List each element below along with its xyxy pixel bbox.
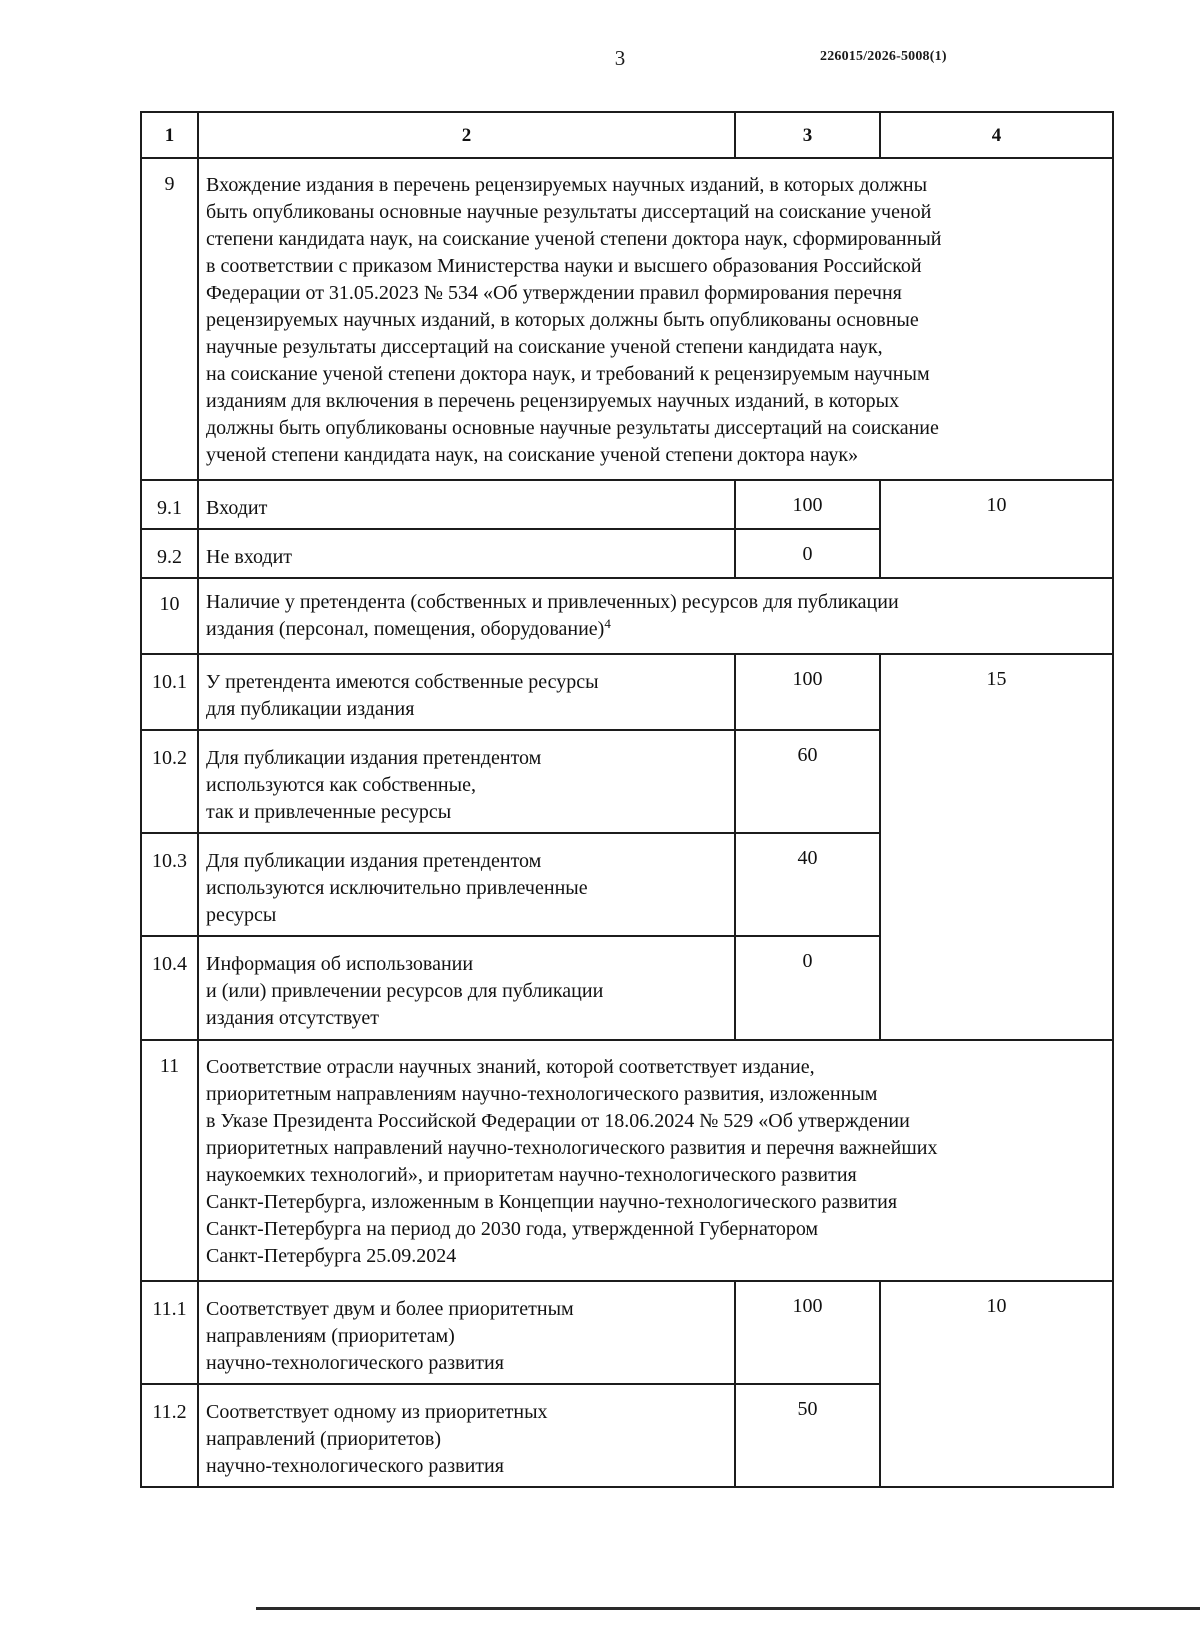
points-value: 60 bbox=[735, 730, 880, 833]
text-line: используются как собственные, bbox=[206, 774, 476, 796]
row-number: 9.2 bbox=[141, 529, 198, 578]
text-line: наукоемких технологий», и приоритетам научно-технологического развития bbox=[206, 1164, 857, 1186]
column-header-3: 3 bbox=[735, 112, 880, 158]
row-number: 10.3 bbox=[141, 833, 198, 936]
text-line: Федерации от 31.05.2023 № 534 «Об утверждении правил формирования перечня bbox=[206, 282, 902, 304]
text-line: должны быть опубликованы основные научные результаты диссертаций на соискание bbox=[206, 417, 939, 439]
text-line: на соискание ученой степени доктора наук, и требований к рецензируемым научным bbox=[206, 363, 930, 385]
criteria-table bbox=[140, 111, 1114, 1488]
option-text bbox=[198, 1281, 735, 1384]
text-line: в соответствии с приказом Министерства науки и высшего образования Российской bbox=[206, 255, 922, 277]
text-line: изданиям для включения в перечень рецензируемых научных изданий, в которых bbox=[206, 390, 900, 412]
text-line bbox=[206, 616, 1104, 643]
points-value: 40 bbox=[735, 833, 880, 936]
text-line: быть опубликованы основные научные результаты диссертаций на соискание ученой bbox=[206, 201, 932, 223]
scan-edge-line bbox=[256, 1607, 1200, 1610]
table-row-11 bbox=[141, 1040, 1113, 1281]
text-line: направлений (приоритетов) bbox=[206, 1428, 442, 1450]
row-number: 9 bbox=[141, 158, 198, 480]
option-text bbox=[198, 936, 735, 1040]
text-line: Соответствие отрасли научных знаний, которой соответствует издание, bbox=[206, 1056, 815, 1078]
option-text bbox=[198, 654, 735, 730]
table-row-11-1 bbox=[141, 1281, 1113, 1384]
points-value: 50 bbox=[735, 1384, 880, 1487]
text-line: Санкт-Петербурга 25.09.2024 bbox=[206, 1245, 457, 1267]
table-row-9-1 bbox=[141, 480, 1113, 529]
table-row-10 bbox=[141, 578, 1113, 654]
text-line-content: издания (персонал, помещения, оборудование) bbox=[206, 618, 605, 640]
text-line: используются исключительно привлеченные bbox=[206, 877, 588, 899]
row-number: 11.1 bbox=[141, 1281, 198, 1384]
weight-value: 10 bbox=[880, 1281, 1113, 1487]
option-text bbox=[198, 833, 735, 936]
text-line: приоритетным направлениям научно-технологического развития, изложенным bbox=[206, 1083, 878, 1105]
points-value: 100 bbox=[735, 1281, 880, 1384]
text-line: рецензируемых научных изданий, в которых должны быть опубликованы основные bbox=[206, 309, 919, 331]
points-value: 0 bbox=[735, 936, 880, 1040]
text-line: издания отсутствует bbox=[206, 1007, 379, 1029]
table-row-10-1 bbox=[141, 654, 1113, 730]
text-line: научные результаты диссертаций на соискание ученой степени кандидата наук, bbox=[206, 336, 883, 358]
text-line: для публикации издания bbox=[206, 698, 415, 720]
text-line: Вхождение издания в перечень рецензируемых научных изданий, в которых должны bbox=[206, 174, 928, 196]
points-value: 0 bbox=[735, 529, 880, 578]
text-line: Соответствует двум и более приоритетным bbox=[206, 1298, 574, 1320]
text-line: Наличие у претендента (собственных и привлеченных) ресурсов для публикации bbox=[206, 591, 899, 613]
text-line: Информация об использовании bbox=[206, 953, 474, 975]
row-number: 11 bbox=[141, 1040, 198, 1281]
text-line: Санкт-Петербурга на период до 2030 года, утвержденной Губернатором bbox=[206, 1218, 819, 1240]
text-line: направлениям (приоритетам) bbox=[206, 1325, 455, 1347]
option-text bbox=[198, 480, 735, 529]
column-header-4: 4 bbox=[880, 112, 1113, 158]
text-line: ученой степени кандидата наук, на соискание ученой степени доктора наук» bbox=[206, 444, 859, 466]
footnote-marker: 4 bbox=[604, 616, 611, 631]
text-line: ресурсы bbox=[206, 904, 277, 926]
row-number: 10 bbox=[141, 578, 198, 654]
text-line: Для публикации издания претендентом bbox=[206, 747, 542, 769]
row-number: 10.4 bbox=[141, 936, 198, 1040]
text-line: Входит bbox=[206, 497, 268, 519]
option-text bbox=[198, 529, 735, 578]
document-code: 226015/2026-5008(1) bbox=[820, 49, 947, 64]
weight-value: 15 bbox=[880, 654, 1113, 1040]
text-line: в Указе Президента Российской Федерации от 18.06.2024 № 529 «Об утверждении bbox=[206, 1110, 910, 1132]
row-number: 11.2 bbox=[141, 1384, 198, 1487]
table-header-row bbox=[141, 112, 1113, 158]
row-number: 10.2 bbox=[141, 730, 198, 833]
table-row-9 bbox=[141, 158, 1113, 480]
text-line: Санкт-Петербурга, изложенным в Концепции научно-технологического развития bbox=[206, 1191, 898, 1213]
text-line: и (или) привлечении ресурсов для публикации bbox=[206, 980, 604, 1002]
text-line: Не входит bbox=[206, 546, 293, 568]
criterion-text bbox=[198, 1040, 1113, 1281]
row-number: 9.1 bbox=[141, 480, 198, 529]
points-value: 100 bbox=[735, 480, 880, 529]
page-number: 3 bbox=[614, 46, 626, 70]
column-header-2: 2 bbox=[198, 112, 735, 158]
column-header-1: 1 bbox=[141, 112, 198, 158]
text-line: У претендента имеются собственные ресурсы bbox=[206, 671, 599, 693]
text-line: приоритетных направлений научно-технологического развития и перечня важнейших bbox=[206, 1137, 938, 1159]
points-value: 100 bbox=[735, 654, 880, 730]
option-text bbox=[198, 730, 735, 833]
option-text bbox=[198, 1384, 735, 1487]
text-line: научно-технологического развития bbox=[206, 1455, 504, 1477]
criterion-text bbox=[198, 578, 1113, 654]
criterion-text bbox=[198, 158, 1113, 480]
text-line: Для публикации издания претендентом bbox=[206, 850, 542, 872]
text-line: так и привлеченные ресурсы bbox=[206, 801, 452, 823]
row-number: 10.1 bbox=[141, 654, 198, 730]
text-line: Соответствует одному из приоритетных bbox=[206, 1401, 548, 1423]
text-line: научно-технологического развития bbox=[206, 1352, 504, 1374]
weight-value: 10 bbox=[880, 480, 1113, 578]
text-line: степени кандидата наук, на соискание ученой степени доктора наук, сформированный bbox=[206, 228, 942, 250]
